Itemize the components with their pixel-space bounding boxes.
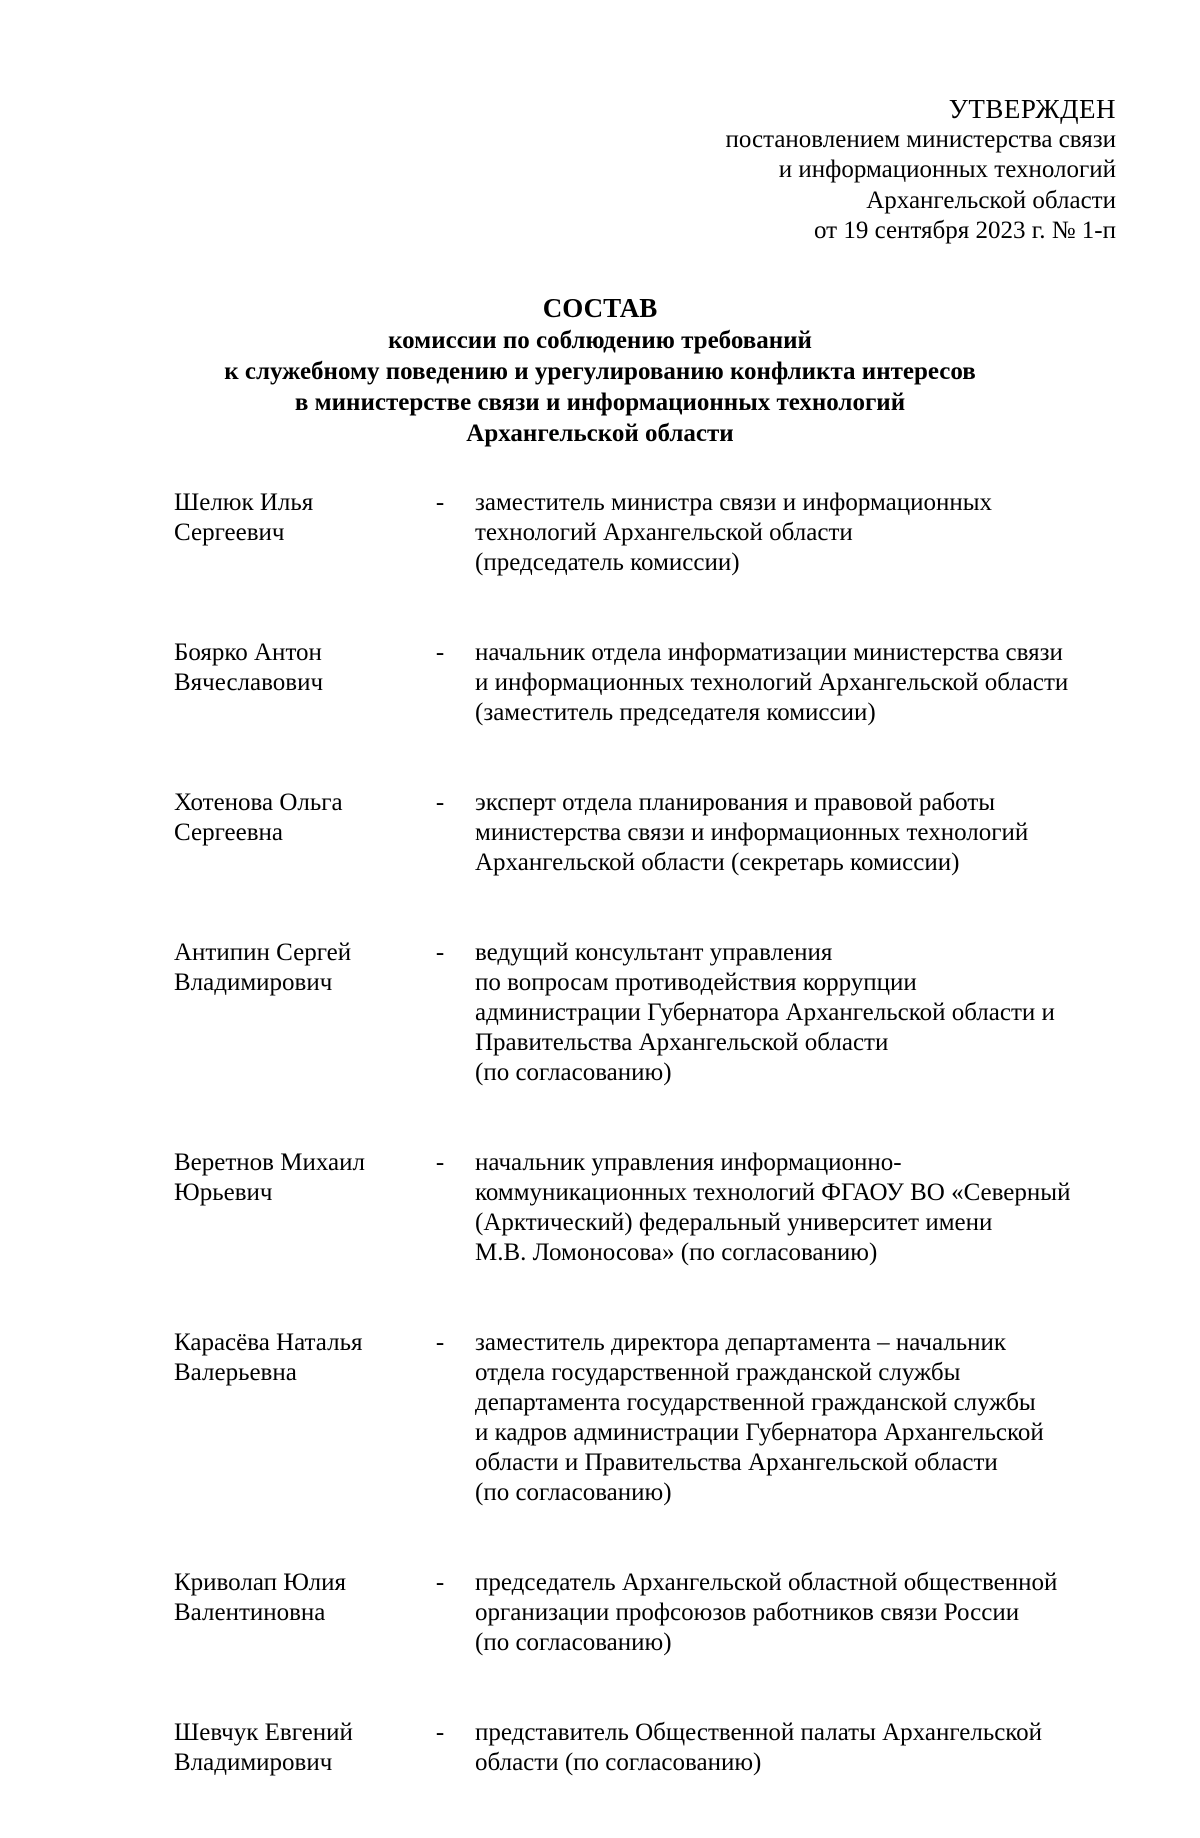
- member-role-line: Архангельской области (секретарь комиссии): [475, 849, 960, 876]
- member-name-line: Сергеевна: [174, 819, 283, 846]
- member-role-line: по вопросам противодействия коррупции: [475, 969, 917, 996]
- commission-member: [174, 638, 1134, 728]
- member-role-line: (по согласованию): [475, 1059, 672, 1086]
- member-name: [174, 1148, 434, 1208]
- member-name-line: Антипин Сергей: [174, 939, 352, 966]
- member-role-line: департамента государственной гражданской службы: [475, 1389, 1036, 1416]
- document-subtitle-line: к служебному поведению и урегулированию конфликта интересов: [224, 358, 976, 385]
- member-role-line: и кадров администрации Губернатора Архангельской: [475, 1419, 1044, 1446]
- member-role-line: (по согласованию): [475, 1479, 672, 1506]
- member-role-line: начальник отдела информатизации министерства связи: [475, 639, 1063, 666]
- member-role-line: ведущий консультант управления: [475, 939, 833, 966]
- commission-member: [174, 1148, 1134, 1268]
- member-name-line: Вячеславович: [174, 669, 324, 696]
- member-role-line: администрации Губернатора Архангельской области и: [475, 999, 1055, 1026]
- member-dash: -: [435, 789, 445, 816]
- member-role-line: М.В. Ломоносова» (по согласованию): [475, 1239, 878, 1266]
- member-name-line: Владимирович: [174, 1749, 333, 1776]
- member-role-line: начальник управления информационно-: [475, 1149, 902, 1176]
- member-role: [475, 488, 1115, 578]
- approval-date-line: от 19 сентября 2023 г. № 1-п: [813, 217, 1116, 244]
- member-name-line: Юрьевич: [174, 1179, 273, 1206]
- member-role-line: эксперт отдела планирования и правовой работы: [475, 789, 996, 816]
- member-name-line: Валерьевна: [174, 1359, 297, 1386]
- commission-member: [174, 938, 1134, 1088]
- member-role-line: заместитель министра связи и информационных: [475, 489, 993, 516]
- member-role-line: Правительства Архангельской области: [475, 1029, 889, 1056]
- member-name-line: Хотенова Ольга: [174, 789, 343, 816]
- member-role-line: (заместитель председателя комиссии): [475, 699, 876, 726]
- member-role-line: отдела государственной гражданской службы: [475, 1359, 961, 1386]
- member-role-line: и информационных технологий Архангельской области: [475, 669, 1069, 696]
- document-subtitle-line: комиссии по соблюдению требований: [388, 327, 812, 354]
- approval-stamp-block: [596, 94, 1116, 247]
- member-role: [475, 788, 1115, 878]
- member-name: [174, 788, 434, 848]
- member-role-line: области и Правительства Архангельской области: [475, 1449, 998, 1476]
- member-role-line: заместитель директора департамента – начальник: [475, 1329, 1007, 1356]
- member-dash: -: [435, 639, 445, 666]
- member-name: [174, 938, 434, 998]
- commission-member: [174, 1328, 1134, 1508]
- member-name: [174, 1568, 434, 1628]
- member-role-line: председатель Архангельской областной общественной: [475, 1569, 1058, 1596]
- member-role-line: организации профсоюзов работников связи России: [475, 1599, 1020, 1626]
- member-role-line: представитель Общественной палаты Архангельской: [475, 1719, 1043, 1746]
- member-name-line: Боярко Антон: [174, 639, 322, 666]
- member-name-line: Шевчук Евгений: [174, 1719, 353, 1746]
- commission-member: [174, 488, 1134, 578]
- member-role-line: области (по согласованию): [475, 1749, 762, 1776]
- document-title: СОСТАВ: [542, 293, 658, 323]
- approval-line: Архангельской области: [866, 186, 1116, 214]
- member-name-line: Сергеевич: [174, 519, 285, 546]
- member-dash: -: [435, 1719, 445, 1746]
- approval-line: и информационных технологий: [778, 156, 1116, 183]
- member-role-line: (Арктический) федеральный университет имени: [475, 1209, 993, 1236]
- member-dash: -: [435, 1329, 445, 1356]
- member-role-line: (по согласованию): [475, 1629, 672, 1656]
- member-name-line: Карасёва Наталья: [174, 1329, 363, 1356]
- commission-member: [174, 788, 1134, 878]
- member-role-line: министерства связи и информационных технологий: [475, 819, 1029, 846]
- member-role-line: технологий Архангельской области: [475, 519, 853, 546]
- member-role-line: (председатель комиссии): [475, 549, 740, 576]
- member-dash: -: [435, 1569, 445, 1596]
- member-role: [475, 938, 1115, 1088]
- member-name: [174, 638, 434, 698]
- approval-heading: УТВЕРЖДЕН: [948, 94, 1116, 124]
- member-role: [475, 638, 1115, 728]
- member-role-line: коммуникационных технологий ФГАОУ ВО «Северный: [475, 1179, 1071, 1206]
- member-dash: -: [435, 939, 445, 966]
- commission-member: [174, 1568, 1134, 1658]
- document-title-block: [150, 291, 1050, 449]
- member-name-line: Шелюк Илья: [174, 489, 314, 516]
- document-subtitle-line: Архангельской области: [466, 420, 734, 447]
- member-name: [174, 1718, 434, 1778]
- approval-line: постановлением министерства связи: [725, 125, 1116, 153]
- member-dash: -: [435, 489, 445, 516]
- member-name-line: Веретнов Михаил: [174, 1149, 365, 1176]
- document-subtitle-line: в министерстве связи и информационных технологий: [294, 389, 906, 416]
- commission-members-list: [174, 488, 1134, 1838]
- member-role: [475, 1568, 1115, 1658]
- member-role: [475, 1328, 1115, 1508]
- member-name-line: Валентиновна: [174, 1599, 326, 1626]
- member-dash: -: [435, 1149, 445, 1176]
- commission-member: [174, 1718, 1134, 1778]
- member-name-line: Владимирович: [174, 969, 333, 996]
- member-name-line: Криволап Юлия: [174, 1569, 346, 1596]
- member-name: [174, 488, 434, 548]
- member-role: [475, 1148, 1115, 1268]
- member-role: [475, 1718, 1115, 1778]
- member-name: [174, 1328, 434, 1388]
